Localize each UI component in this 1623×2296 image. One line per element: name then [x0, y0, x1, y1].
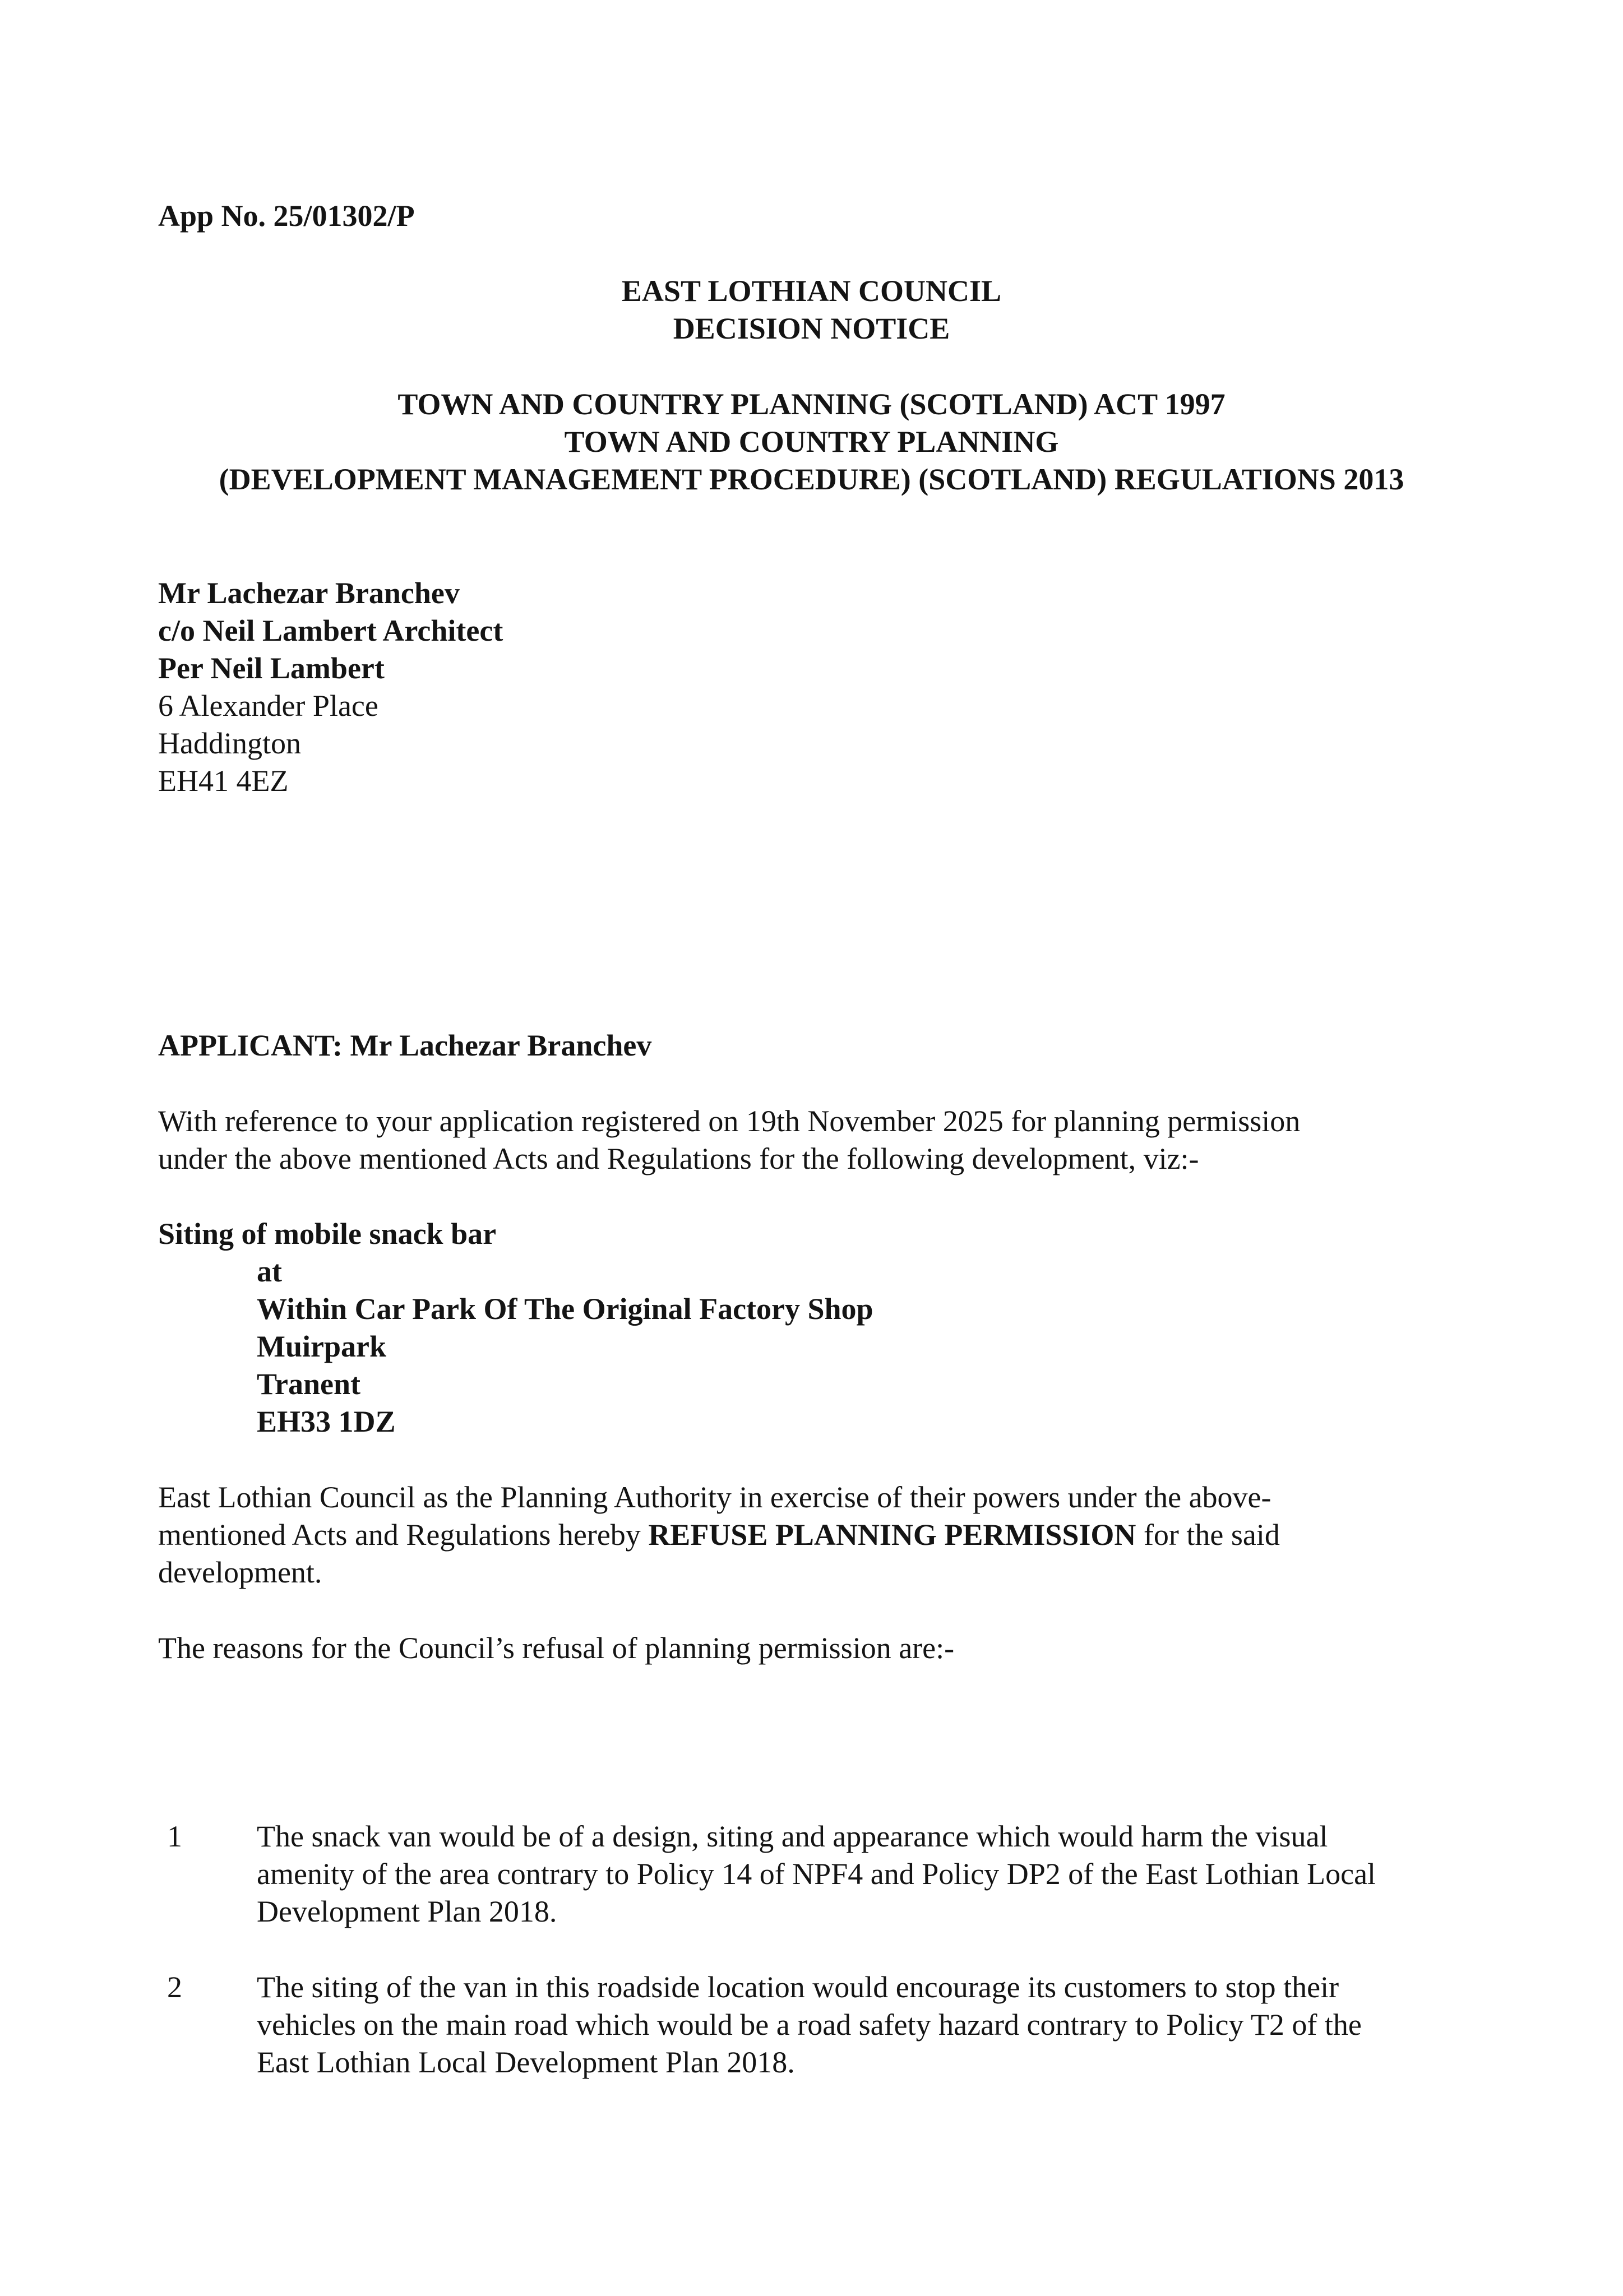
reason-line-1: The snack van would be of a design, siting and appearance which would harm the visual	[257, 1820, 1328, 1853]
development-description: Siting of mobile snack bar	[158, 1217, 497, 1251]
decision-line-2-end: for the said	[1136, 1518, 1280, 1552]
reason-line-2: vehicles on the main road which would be a road safety hazard contrary to Policy T2 of the	[257, 2008, 1362, 2042]
reason-number: 1	[167, 1820, 182, 1853]
council-name: EAST LOTHIAN COUNCIL	[621, 274, 1002, 308]
reason-number: 2	[167, 1970, 182, 2004]
site-address-line-1: Within Car Park Of The Original Factory Shop	[257, 1292, 873, 1326]
recipient-per: Per Neil Lambert	[158, 651, 385, 685]
reasons-intro: The reasons for the Council’s refusal of planning permission are:-	[158, 1631, 955, 1665]
site-address-line-4: EH33 1DZ	[257, 1405, 396, 1438]
site-address-line-3: Tranent	[257, 1367, 360, 1401]
site-address-line-2: Muirpark	[257, 1330, 387, 1363]
act-title-1: TOWN AND COUNTRY PLANNING (SCOTLAND) ACT 1997	[397, 387, 1226, 421]
decision-line-2	[158, 1516, 1280, 1554]
decision-line-1: East Lothian Council as the Planning Authority in exercise of their powers under the above-	[158, 1480, 1271, 1514]
decision-line-3: development.	[158, 1556, 322, 1589]
reference-line-1: With reference to your application registered on 19th November 2025 for planning permission	[158, 1104, 1301, 1138]
recipient-name: Mr Lachezar Branchev	[158, 576, 460, 610]
recipient-town: Haddington	[158, 726, 301, 760]
recipient-care-of: c/o Neil Lambert Architect	[158, 614, 503, 647]
reason-line-1: The siting of the van in this roadside location would encourage its customers to stop their	[257, 1970, 1339, 2004]
act-title-2: TOWN AND COUNTRY PLANNING	[564, 425, 1059, 459]
reason-line-3: East Lothian Local Development Plan 2018.	[257, 2045, 795, 2079]
recipient-street: 6 Alexander Place	[158, 689, 378, 723]
app-number: App No. 25/01302/P	[158, 199, 415, 233]
recipient-postcode: EH41 4EZ	[158, 764, 289, 798]
applicant-heading: APPLICANT: Mr Lachezar Branchev	[158, 1029, 652, 1062]
act-title-3: (DEVELOPMENT MANAGEMENT PROCEDURE) (SCOTLAND) REGULATIONS 2013	[219, 462, 1404, 496]
decision-refusal: REFUSE PLANNING PERMISSION	[648, 1518, 1136, 1552]
decision-line-2-start: mentioned Acts and Regulations hereby	[158, 1518, 649, 1552]
reference-line-2: under the above mentioned Acts and Regulations for the following development, viz:-	[158, 1142, 1199, 1175]
development-at: at	[257, 1255, 282, 1288]
reason-line-3: Development Plan 2018.	[257, 1895, 557, 1928]
notice-title: DECISION NOTICE	[673, 312, 950, 345]
reason-line-2: amenity of the area contrary to Policy 14 of NPF4 and Policy DP2 of the East Lothian Local	[257, 1857, 1376, 1891]
